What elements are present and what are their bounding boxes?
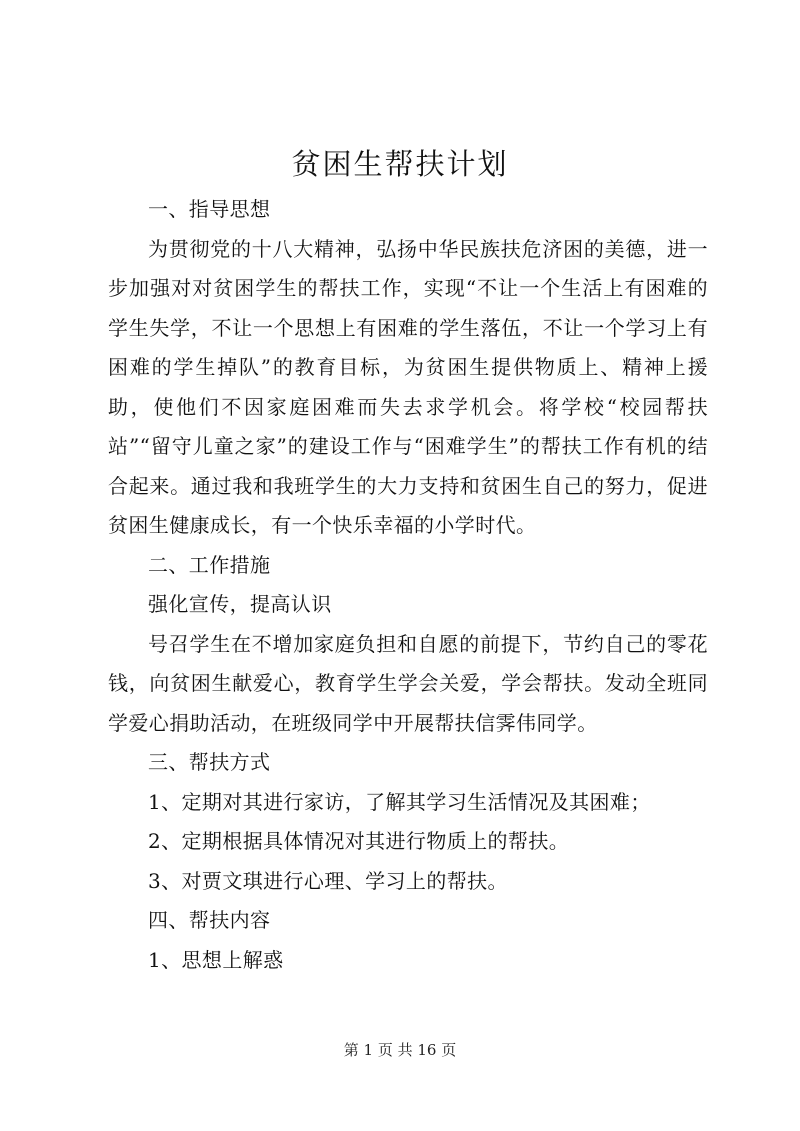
document-body — [108, 190, 708, 980]
paragraph-work-measures: 号召学生在不增加家庭负担和自愿的前提下，节约自己的零花钱，向贫困生献爱心，教育学生学会关爱，学会帮扶。发动全班同学爱心捐助活动，在班级同学中开展帮扶信霁伟同学。 — [108, 631, 708, 735]
list-item-method-3: 3、对贾文琪进行心理、学习上的帮扶。 — [148, 868, 508, 893]
page-number-footer: 第 1 页 共 16 页 — [343, 1041, 457, 1059]
page-title: 贫困生帮扶计划 — [291, 147, 509, 181]
list-item-content-1: 1、思想上解惑 — [148, 947, 284, 972]
list-item-method-1: 1、定期对其进行家访，了解其学习生活情况及其困难； — [148, 789, 651, 814]
section-heading-assistance-methods: 三、帮扶方式 — [148, 750, 271, 774]
list-item-method-2: 2、定期根据具体情况对其进行物质上的帮扶。 — [148, 829, 570, 853]
subheading-strengthen-publicity: 强化宣传，提高认识 — [148, 592, 332, 616]
section-heading-assistance-content: 四、帮扶内容 — [148, 908, 271, 932]
paragraph-guiding-ideology: 为贯彻党的十八大精神，弘扬中华民族扶危济困的美德，进一步加强对对贫困学生的帮扶工作，实现“不让一个生活上有困难的学生失学，不让一个思想上有困难的学生落伍，不让一个学习上有困难的学生掉队”的教育目标，为贫困生提供物质上、精神上援助，使他们不因家庭困难而失去求学机会。将学校“校园帮扶站”“留守儿童之家”的建设工作与“困难学生”的帮扶工作有机的结合起来。通过我和我班学生的大力支持和贫困生自己的努力，促进贫困生健康成长，有一个快乐幸福的小学时代。 — [108, 236, 708, 537]
section-heading-guiding-ideology: 一、指导思想 — [148, 197, 271, 221]
section-heading-work-measures: 二、工作措施 — [148, 552, 271, 577]
